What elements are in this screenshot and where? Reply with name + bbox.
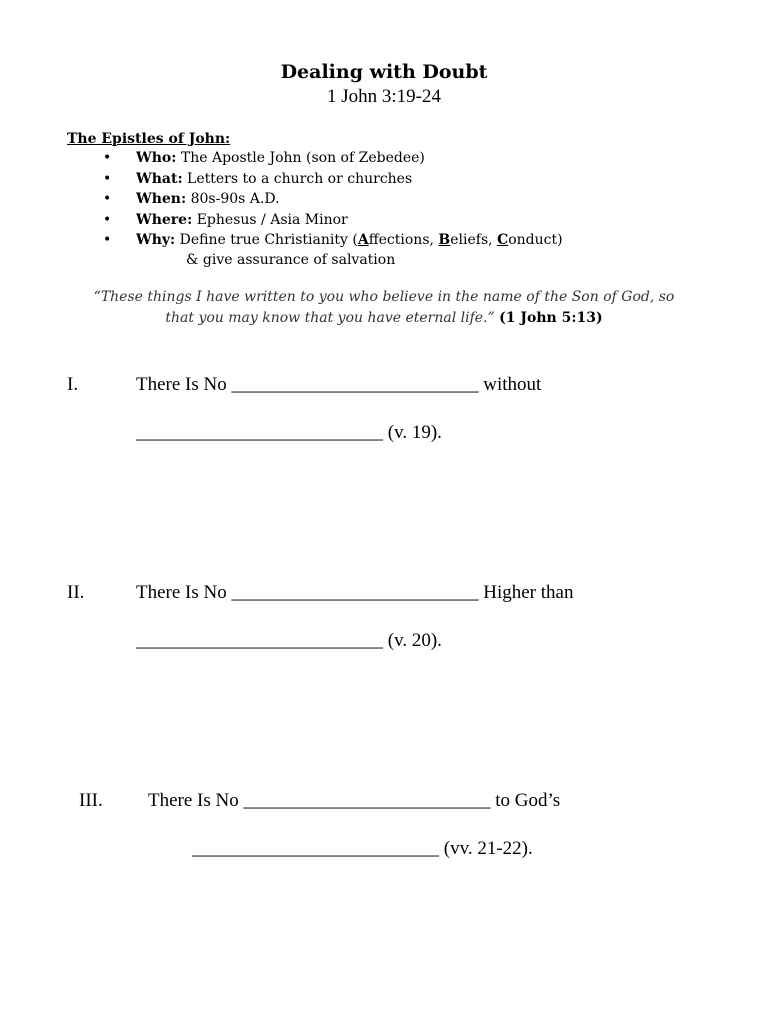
outline-point-1-line-1: There Is No __________________________ without [136, 374, 542, 395]
list-item: When: 80s-90s A.D. [136, 191, 280, 207]
quote-line-2: that you may know that you have eternal life.” (1 John 5:13) [165, 310, 603, 326]
bullet-icon: • [103, 191, 112, 207]
outline-numeral-1: I. [67, 374, 79, 395]
scripture-reference: 1 John 3:19-24 [327, 86, 441, 107]
page-title: Dealing with Doubt [280, 61, 488, 83]
quote-citation: (1 John 5:13) [499, 310, 603, 326]
outline-point-1-line-2: __________________________ (v. 19). [136, 422, 442, 443]
outline-numeral-3: III. [79, 790, 103, 811]
bullet-icon: • [103, 212, 112, 228]
epistles-heading: The Epistles of John: [67, 131, 231, 147]
outline-point-3-line-2: __________________________ (vv. 21-22). [192, 838, 533, 859]
bullet-icon: • [103, 150, 112, 166]
list-item: What: Letters to a church or churches [136, 171, 413, 187]
outline-point-2-line-2: __________________________ (v. 20). [136, 630, 442, 651]
bullet-icon: • [103, 171, 112, 187]
outline-point-3-line-1: There Is No __________________________ to God’s [148, 790, 561, 811]
list-item: Why: Define true Christianity (Affections, Beliefs, Conduct) [136, 232, 563, 248]
outline-numeral-2: II. [67, 582, 85, 603]
quote-line-1: “These things I have written to you who believe in the name of the Son of God, so [93, 289, 675, 305]
outline-point-2-line-1: There Is No __________________________ Higher than [136, 582, 574, 603]
list-item: Where: Ephesus / Asia Minor [136, 212, 348, 228]
list-item-continuation: & give assurance of salvation [186, 252, 396, 268]
bullet-icon: • [103, 232, 112, 248]
list-item: Who: The Apostle John (son of Zebedee) [136, 150, 425, 166]
